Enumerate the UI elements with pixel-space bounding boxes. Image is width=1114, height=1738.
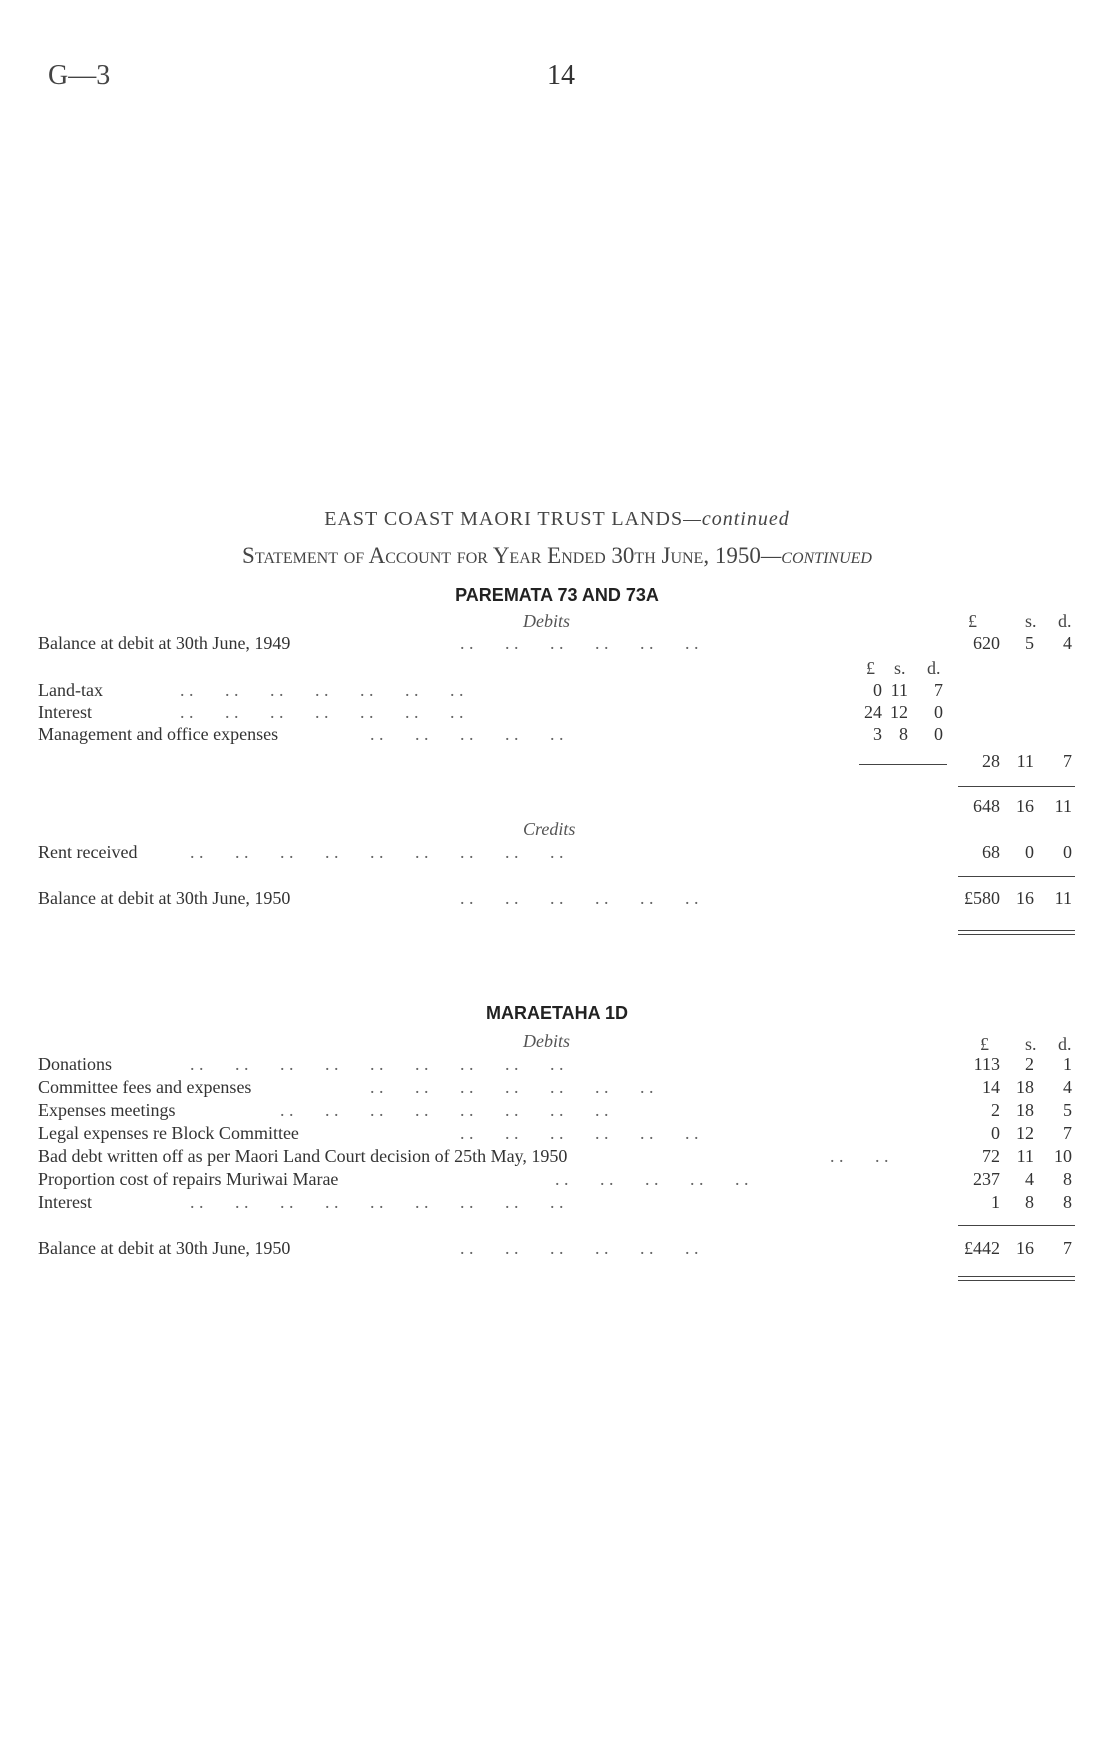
leader-dots: . . . . . . . . . . . . . . . . — [280, 1100, 609, 1120]
row-label: Land-tax — [38, 680, 103, 700]
closing-balance-row — [0, 1238, 1114, 1262]
amount-pence: 7 — [1063, 1238, 1072, 1258]
debit-item-row — [0, 1123, 1114, 1147]
closing-rule-top — [958, 876, 1075, 877]
leader-dots: . . . . . . . . . . — [555, 1169, 749, 1189]
amount-pence: 0 — [934, 702, 943, 722]
amount-pence: 7 — [1063, 751, 1072, 771]
amount-pounds: 68 — [982, 842, 1000, 862]
amount-shillings: 2 — [1025, 1054, 1034, 1074]
amount-shillings: 11 — [1016, 1146, 1034, 1166]
amount-shillings: 4 — [1025, 1169, 1034, 1189]
col-shillings: s. — [1025, 1034, 1037, 1054]
leader-dots: . . . . . . . . . . . . . . . . . . — [190, 1192, 564, 1212]
amount-pounds: 620 — [973, 633, 1000, 653]
amount-pence: 5 — [1063, 1100, 1072, 1120]
row-label: Bad debt written off as per Maori Land Court decision of 25th May, 1950 — [38, 1146, 568, 1166]
closing-double-rule — [958, 930, 1075, 935]
page-number: 14 — [547, 60, 575, 91]
amount-shillings: 12 — [1016, 1123, 1034, 1143]
amount-pounds: 14 — [982, 1077, 1000, 1097]
amount-pounds: 113 — [973, 1054, 1000, 1074]
debit-item-row — [0, 702, 1114, 726]
debits-label-paremata: Debits — [523, 611, 570, 631]
statement-main: Statement of Account for Year Ended 30th June, 1950 — [242, 543, 761, 568]
leader-dots: . . . . . . . . . . . . . . . . . . — [190, 1054, 564, 1074]
closing-rule-top — [958, 1225, 1075, 1226]
title-main: EAST COAST MAORI TRUST LANDS — [324, 508, 684, 530]
amount-pence: 11 — [1054, 888, 1072, 908]
row-label: Expenses meetings — [38, 1100, 176, 1120]
amount-pounds: 237 — [973, 1169, 1000, 1189]
row-label: Proportion cost of repairs Muriwai Marae — [38, 1169, 339, 1189]
document-reference: G—3 — [48, 60, 111, 91]
amount-pounds: 24 — [864, 702, 882, 722]
amount-shillings: 8 — [1025, 1192, 1034, 1212]
rent-received-row — [0, 842, 1114, 866]
amount-pence: 8 — [1063, 1192, 1072, 1212]
row-label: Rent received — [38, 842, 138, 862]
leader-dots: . . . . . . . . . . . . . . — [370, 1077, 654, 1097]
amount-shillings: 16 — [1016, 1238, 1034, 1258]
amount-pounds: 2 — [991, 1100, 1000, 1120]
amount-pounds: 3 — [873, 724, 882, 744]
leader-dots: . . . . — [830, 1146, 889, 1166]
amount-pence: 4 — [1063, 1077, 1072, 1097]
amount-pence: 7 — [934, 680, 943, 700]
col-pence-inner: d. — [927, 658, 941, 678]
row-label: Interest — [38, 1192, 92, 1212]
credits-label-paremata: Credits — [523, 819, 576, 839]
amount-pence: 8 — [1063, 1169, 1072, 1189]
document-title — [0, 508, 1114, 531]
debit-item-row — [0, 1169, 1114, 1193]
amount-pounds: £442 — [964, 1238, 1000, 1258]
leader-dots: . . . . . . . . . . . . — [460, 1123, 699, 1143]
debit-item-row — [0, 1146, 1114, 1170]
amount-shillings: 18 — [1016, 1100, 1034, 1120]
leader-dots: . . . . . . . . . . . . — [460, 633, 699, 653]
row-label: Donations — [38, 1054, 112, 1074]
amount-shillings: 12 — [890, 702, 908, 722]
col-pound-inner: £ — [866, 658, 875, 678]
row-label: Legal expenses re Block Committee — [38, 1123, 299, 1143]
row-label: Committee fees and expenses — [38, 1077, 252, 1097]
amount-pounds: 72 — [982, 1146, 1000, 1166]
amount-pounds: 648 — [973, 796, 1000, 816]
leader-dots: . . . . . . . . . . . . . . . . . . — [190, 842, 564, 862]
debit-item-row — [0, 1077, 1114, 1101]
amount-shillings: 11 — [1016, 751, 1034, 771]
closing-balance-row — [0, 888, 1114, 912]
amount-pounds: 0 — [991, 1123, 1000, 1143]
debit-item-row — [0, 1100, 1114, 1124]
debits-label-maraetaha: Debits — [523, 1031, 570, 1051]
amount-pence: 0 — [1063, 842, 1072, 862]
amount-pence: 10 — [1054, 1146, 1072, 1166]
debit-item-row — [0, 724, 1114, 748]
leader-dots: . . . . . . . . . . . . — [460, 1238, 699, 1258]
amount-shillings: 16 — [1016, 888, 1034, 908]
leader-dots: . . . . . . . . . . — [370, 724, 564, 744]
row-label: Balance at debit at 30th June, 1949 — [38, 633, 291, 653]
amount-pence: 4 — [1063, 633, 1072, 653]
total-rule — [958, 786, 1075, 787]
title-continued: —continued — [683, 508, 790, 530]
col-pence-outer: d. — [1058, 611, 1072, 631]
amount-pounds: 1 — [991, 1192, 1000, 1212]
amount-pence: 0 — [934, 724, 943, 744]
row-label: Management and office expenses — [38, 724, 279, 744]
amount-shillings: 0 — [1025, 842, 1034, 862]
amount-shillings: 18 — [1016, 1077, 1034, 1097]
col-pound: £ — [980, 1034, 989, 1054]
section-heading-paremata: PAREMATA 73 AND 73A — [455, 585, 659, 605]
amount-shillings: 5 — [1025, 633, 1034, 653]
row-label: Balance at debit at 30th June, 1950 — [38, 1238, 291, 1258]
subtotal-row — [0, 751, 1114, 775]
section-heading-maraetaha: MARAETAHA 1D — [486, 1003, 628, 1023]
opening-balance-row — [0, 633, 1114, 657]
amount-shillings: 8 — [899, 724, 908, 744]
statement-continued: —continued — [760, 543, 872, 568]
row-label: Balance at debit at 30th June, 1950 — [38, 888, 291, 908]
amount-pence: 7 — [1063, 1123, 1072, 1143]
debit-item-row — [0, 1054, 1114, 1078]
amount-shillings: 16 — [1016, 796, 1034, 816]
amount-pence: 11 — [1054, 796, 1072, 816]
leader-dots: . . . . . . . . . . . . . . — [180, 702, 464, 722]
col-pound-outer: £ — [968, 611, 977, 631]
row-label: Interest — [38, 702, 92, 722]
leader-dots: . . . . . . . . . . . . . . — [180, 680, 464, 700]
col-pence: d. — [1058, 1034, 1072, 1054]
total-row — [0, 796, 1114, 820]
leader-dots: . . . . . . . . . . . . — [460, 888, 699, 908]
amount-pounds: 0 — [873, 680, 882, 700]
col-shillings-inner: s. — [894, 658, 906, 678]
amount-pounds: £580 — [964, 888, 1000, 908]
amount-pence: 1 — [1063, 1054, 1072, 1074]
amount-pounds: 28 — [982, 751, 1000, 771]
col-shillings-outer: s. — [1025, 611, 1037, 631]
debit-item-row — [0, 1192, 1114, 1216]
amount-shillings: 11 — [890, 680, 908, 700]
statement-title — [0, 543, 1114, 569]
debit-item-row — [0, 680, 1114, 704]
closing-double-rule — [958, 1276, 1075, 1281]
